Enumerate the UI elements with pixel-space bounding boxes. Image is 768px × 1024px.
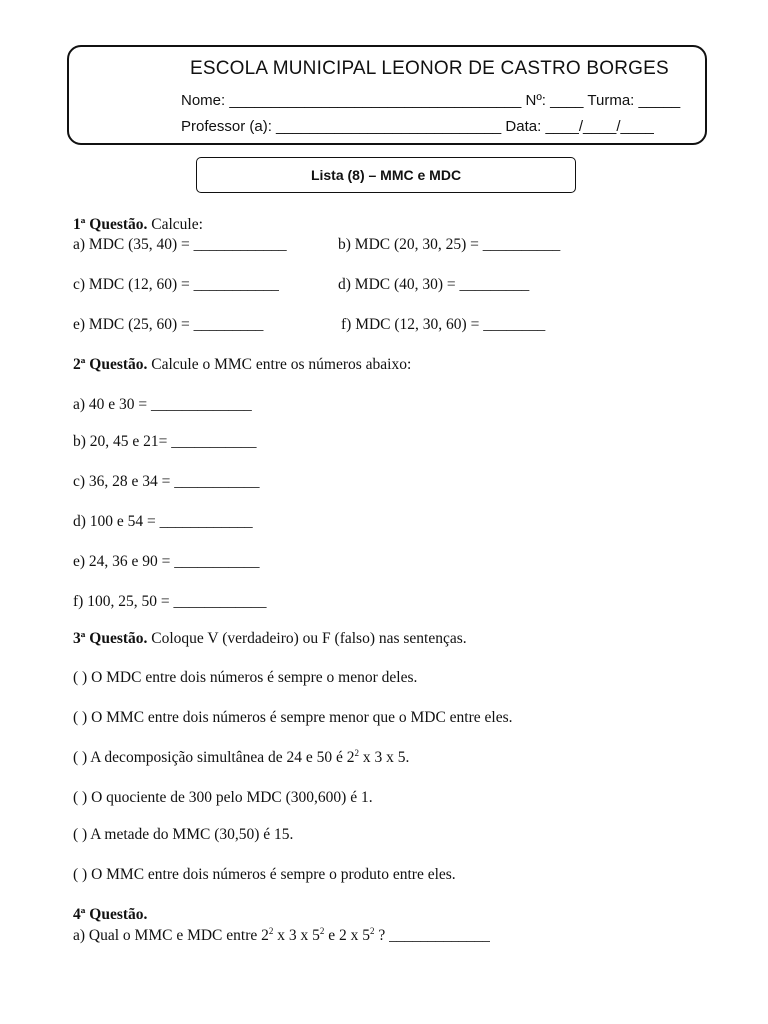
q2-item-b: b) 20, 45 e 21= ___________ [73,433,257,450]
q3-item-3 [73,749,409,767]
q3-item-4: ( ) O quociente de 300 pelo MDC (300,600) é 1. [73,789,373,806]
q4-heading-label: 4ª Questão. [73,906,148,923]
q4-item-a-part2: x 3 x 5 [273,927,320,944]
q4-item-a-exp2: 2 [319,925,325,936]
q2-item-d: d) 100 e 54 = ____________ [73,513,253,530]
q4-item-a-exp3: 2 [370,925,375,936]
q2-item-a: a) 40 e 30 = _____________ [73,396,252,413]
q1-item-a: a) MDC (35, 40) = ____________ [73,236,287,253]
q4-item-a-part3: e 2 x 5 [324,927,371,944]
q3-heading [73,630,467,648]
q1-instruction: Calcule: [147,216,203,233]
q4-item-a [73,927,490,945]
q2-item-c: c) 36, 28 e 34 = ___________ [73,473,260,490]
q3-item-3-exponent: 2 [354,747,360,758]
q2-instruction: Calcule o MMC entre os números abaixo: [147,356,412,373]
q3-item-5: ( ) A metade do MMC (30,50) é 15. [73,826,294,843]
school-name: ESCOLA MUNICIPAL LEONOR DE CASTRO BORGES [190,58,669,79]
q4-item-a-part1: a) Qual o MMC e MDC entre 2 [73,927,269,944]
q4-item-a-part4: ? _____________ [374,927,490,944]
q3-item-3-suffix: x 3 x 5. [359,749,410,766]
q2-item-e: e) 24, 36 e 90 = ___________ [73,553,260,570]
teacher-date-line: Professor (a): ___________________________ Data: ____/____/____ [181,118,654,135]
list-title: Lista (8) – MMC e MDC [310,167,462,183]
q3-item-3-prefix: ( ) A decomposição simultânea de 24 e 50 é 2 [73,749,355,766]
q4-heading [73,906,147,924]
q2-heading [73,356,411,374]
q1-item-e: e) MDC (25, 60) = _________ [73,316,264,333]
q3-item-1: ( ) O MDC entre dois números é sempre o menor deles. [73,669,418,686]
q1-item-d: d) MDC (40, 30) = _________ [338,276,530,293]
q1-heading [73,216,203,234]
q4-item-a-exp1: 2 [268,925,274,936]
q3-item-2: ( ) O MMC entre dois números é sempre menor que o MDC entre eles. [73,709,513,726]
q1-item-c: c) MDC (12, 60) = ___________ [73,276,279,293]
q2-heading-label: 2ª Questão. [73,356,148,373]
q3-instruction: Coloque V (verdadeiro) ou F (falso) nas sentenças. [147,630,467,647]
q1-item-f: f) MDC (12, 30, 60) = ________ [341,316,546,333]
title-box [196,157,576,193]
q1-heading-label: 1ª Questão. [73,216,148,233]
q1-item-b: b) MDC (20, 30, 25) = __________ [338,236,561,253]
q3-heading-label: 3ª Questão. [73,630,148,647]
name-class-line: Nome: ___________________________________ Nº: ____ Turma: _____ [181,92,681,109]
q3-item-6: ( ) O MMC entre dois números é sempre o produto entre eles. [73,866,456,883]
q2-item-f: f) 100, 25, 50 = ____________ [73,593,267,610]
